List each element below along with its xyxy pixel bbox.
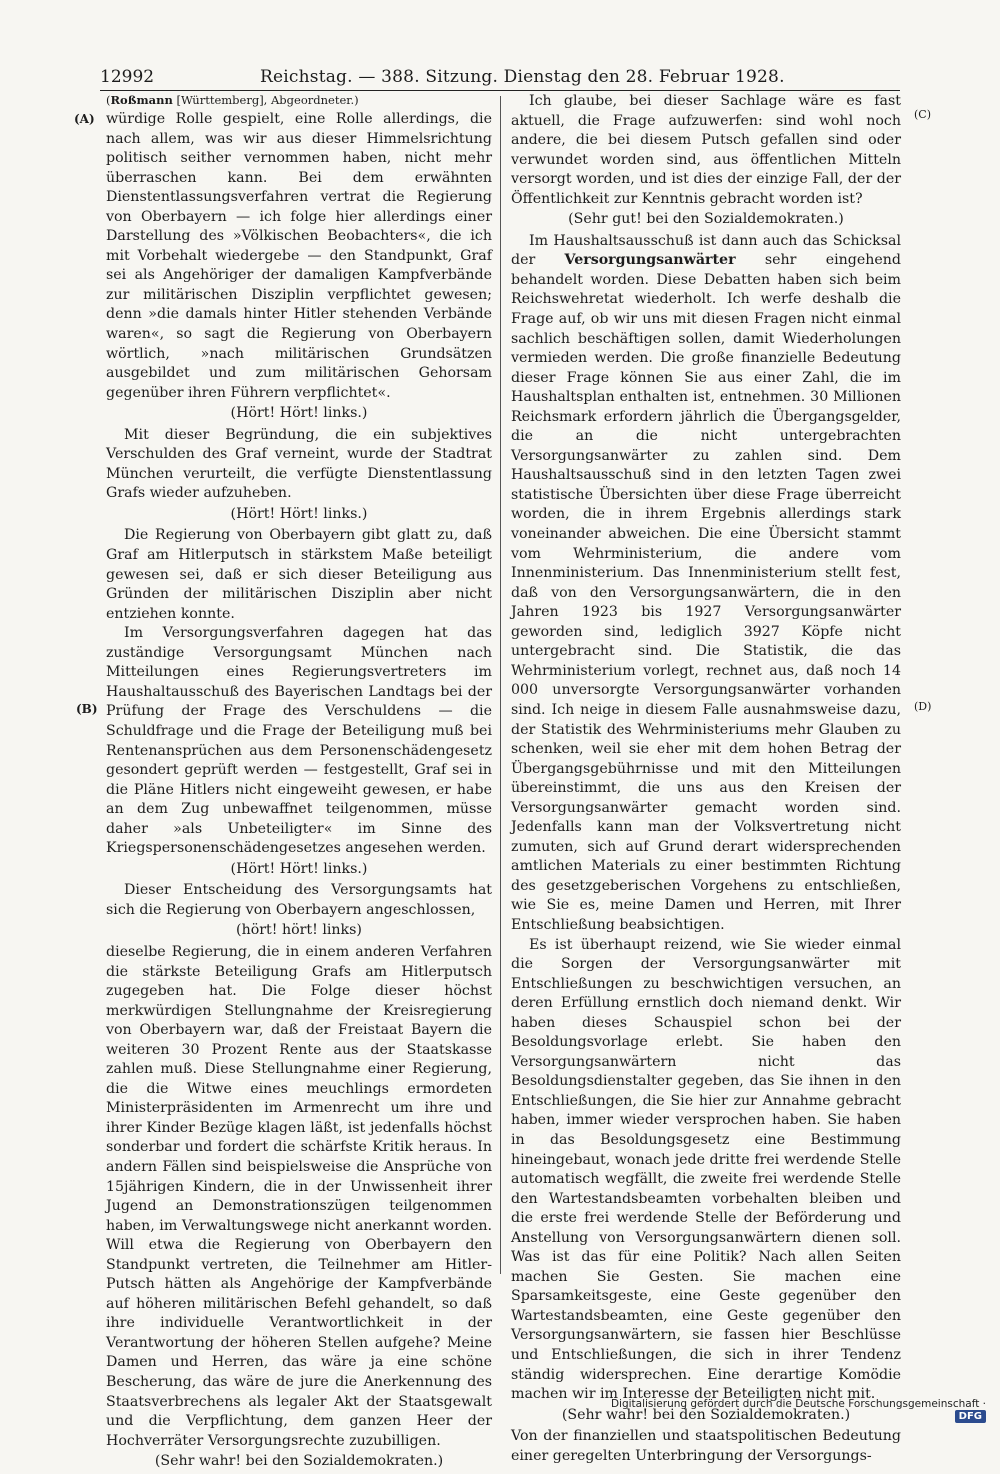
page-header (100, 64, 900, 91)
paragraph: Die Regierung von Oberbayern gibt glatt zu, daß Graf am Hitlerputsch in stärkstem Maße beteiligt gewesen sei, daß er sich dieser Beteiligung aus Gründen der militärischen Disziplin aber nicht entziehen konnte. (106, 527, 492, 622)
interjection: (Sehr wahr! bei den Sozialdemokraten.) (154, 1453, 444, 1470)
paragraph: Mit dieser Begründung, die ein subjektives Verschulden des Graf verneint, wurde der Stadtrat München verurteilt, die verfügte Dienstentlassung Grafs wieder aufzuheben. (106, 426, 492, 502)
paragraph: Dieser Entscheidung des Versorgungsamts hat sich die Regierung von Oberbayern angeschlossen, (106, 882, 492, 918)
speaker-details: [Württemberg], Abgeordneter.) (172, 93, 359, 107)
column-divider (500, 96, 501, 1274)
margin-marker-c: (C) (914, 108, 931, 121)
interjection: (Hört! Hört! links.) (230, 505, 368, 522)
speaker-line (106, 92, 492, 108)
paragraph: würdige Rolle gespielt, eine Rolle allerdings, die nach allem, was wir aus dieser Himmelsrichtung politisch seither vernommen haben, nicht mehr überraschen kann. Bei dem erwähnten Dienstentlassungsverfahren vertrat die Regierung von Oberbayern — ich folge hier allerdings einer Darstellung des »Völkischen Beobachters«, die ich mit Vorbehalt wiedergebe — den Standpunkt, Graf sei als Angehöriger der damaligen Kampfverbände zur militärischen Disziplin verpflichtet gewesen; denn »die damals hinter Hitler stehenden Verbände waren«, so sagt die Regierung von Oberbayern wörtlich, »nach militärischen Grundsätzen ausgebildet und zum militärischen Gehorsam gegenüber ihren Führern verpflichtet«. (106, 111, 492, 401)
speaker-name: Roßmann (110, 93, 173, 107)
interjection: (Hört! Hört! links.) (230, 405, 368, 422)
paragraph: Im Versorgungsverfahren dagegen hat das zuständige Versorgungsamt München nach Mitteilungen eines Regierungsvertreters im Haushaltausschuß des Bayerischen Landtags bei der Prüfung der Frage des Verschuldens — die Schuldfrage und die Frage der Beteiligung muß bei Rentenansprüchen aus dem Personenschädengesetz gesondert geprüft werden — festgestellt, Graf sei in die Pläne Hitlers nicht eingeweiht gewesen, er habe an dem Zug unbewaffnet teilgenommen, müsse daher »als Unbeteiligter« im Sinne des Kriegspersonenschädengesetzes angesehen werden. (106, 625, 492, 857)
paragraph-text: Im Haushaltsausschuß ist dann auch das Schicksal der (511, 232, 901, 269)
paragraph: Ich glaube, bei dieser Sachlage wäre es fast aktuell, die Frage aufzuwerfen: sind wohl noch andere, die bei diesem Putsch gefallen sind oder verwundet worden sind, aus öffentlichen Mitteln versorgt worden, und ist dies der einzige Fall, der der Öffentlichkeit zur Kenntnis gebracht worden ist? (511, 93, 901, 207)
interjection: (Sehr wahr! bei den Sozialdemokraten.) (561, 1406, 851, 1423)
footer-text: Digitalisierung gefördert durch die Deutsche Forschungsgemeinschaft · (610, 1398, 986, 1410)
margin-marker-d: (D) (914, 700, 932, 713)
paragraph (511, 232, 901, 936)
margin-marker-a: (A) (74, 112, 95, 126)
paragraph-text: sehr eingehend behandelt worden. Diese Debatten haben sich beim Reichswehretat wiederholt. Ich werfe deshalb die Frage auf, ob wir uns mit diesen Fragen nicht einmal sachlich beschäftigen sollen, damit Wiederholungen vermieden werden. Die große finanzielle Bedeutung dieser Frage können Sie aus einer Zahl, die im Haushaltsplan enthalten ist, entnehmen. 30 Millionen Reichsmark erfordern jährlich die Übergangsgelder, die an die nicht untergebrachten Versorgungsanwärter zu zahlen sind. Dem Haushaltsausschuß sind in den letzten Tagen zwei statistische Übersichten über diese Frage überreicht worden, die in ihrem Ergebnis allerdings stark voneinander abweichen. Die eine Übersicht stammt vom Wehrministerium, die andere vom Innenministerium. Das Innenministerium stellt fest, daß von den Versorgungsanwärtern, die in den Jahren 1923 bis 1927 Versorgungsanwärter geworden sind, lediglich 3927 Köpfe nicht untergebracht sind. Die Statistik, die das Wehrministerium vorlegt, rechnet aus, daß noch 14 000 unversorgte Versorgungsanwärter vorhanden sind. Ich neige in diesem Falle ausnahmsweise dazu, der Statistik des Wehrministeriums mehr Glauben zu schenken, weil sie eher mit dem hohen Betrag der Übergangsgebührnisse und mit den Mitteilungen übereinstimmt, die uns aus den Kreisen der Versorgungsanwärter gemacht worden sind. Jedenfalls kann man der Volksvertretung nicht zumuten, sich auf Grund derart widersprechenden amtlichen Materials zu einer bestimmten Richtung des gesetzgeberischen Vorgehens zu entschließen, wie Sie es, meine Damen und Herren, mit Ihrer Entschließung beabsichtigen. (511, 252, 901, 933)
right-column (511, 92, 901, 1466)
left-column (106, 92, 492, 1474)
page-number: 12992 (100, 67, 155, 87)
emphasized-term: Versorgungsanwärter (564, 252, 736, 269)
interjection: (Hört! Hört! links.) (230, 860, 368, 877)
interjection: (Sehr gut! bei den Sozialdemokraten.) (568, 211, 844, 228)
paragraph: Von der finanziellen und staatspolitischen Bedeutung einer geregelten Unterbringung der Versorgungs- (511, 1428, 901, 1464)
paragraph: dieselbe Regierung, die in einem anderen Verfahren die stärkste Beteiligung Grafs am Hitlerputsch zugegeben hat. Die Folge dieser höchst merkwürdigen Stellungnahme der Kreisregierung von Oberbayern war, daß der Freistaat Bayern die weiteren 30 Prozent Rente aus der Staatskasse zahlen muß. Diese Stellungnahme einer Regierung, die die Witwe eines meuchlings ermordeten Ministerpräsidenten im Armenrecht um ihre und ihrer Kinder Bezüge klagen läßt, ist jedenfalls höchst sonderbar und fordert die schärfste Kritik heraus. In andern Fällen sind beispielsweise die Ansprüche von 15jährigen Kindern, die in der Unwissenheit ihrer Jugend an Demonstrationszügen teilgenommen haben, im Verwaltungswege nicht anerkannt worden. Will etwa die Regierung von Oberbayern den Standpunkt vertreten, die Teilnehmer am Hitler-Putsch hätten als Angehörige der Kampfverbände auf höheren militärischen Befehl gehandelt, so daß ihre individuelle Verantwortlichkeit in der Verantwortung der höheren Stellen aufgehe? Meine Damen und Herren, das wäre ja eine schöne Bescherung, das wäre de jure die Anerkennung des Staatsverbrechens als legaler Akt der Staatsgewalt und die Verpflichtung, dem ganzen Heer der Hochverräter Versorgungsrechte zuzubilligen. (106, 943, 492, 1449)
speaker-open-paren: ( (106, 93, 111, 107)
interjection: (hört! hört! links) (236, 922, 362, 939)
margin-marker-b: (B) (76, 702, 98, 716)
running-title: Reichstag. — 388. Sitzung. Dienstag den 28. Februar 1928. (260, 67, 785, 87)
dfg-logo-icon: DFG (955, 1410, 986, 1423)
digitization-footer (606, 1398, 986, 1423)
paragraph: Es ist überhaupt reizend, wie Sie wieder einmal die Sorgen der Versorgungsanwärter mit Entschließungen zu beschwichtigen versuchen, an deren Erfüllung ernstlich doch niemand denkt. Wir haben dieses Schauspiel schon bei der Besoldungsvorlage erlebt. Sie haben den Versorgungsanwärtern nicht das Besoldungsdienstalter gegeben, das Sie ihnen in den Entschließungen, die Sie hier zur Annahme gebracht haben, immer wieder versprochen haben. Sie haben in das Besoldungsgesetz eine Bestimmung hineingebaut, wonach jede dritte frei werdende Stelle automatisch wegfällt, die zweite frei werdende Stelle den Wartestandsbeamten vorbehalten bleiben und die erste frei werdende Stelle der Beförderung und Anstellung von Versorgungsanwärtern dienen soll. Was ist das für eine Politik? Nach allen Seiten machen Sie Gesten. Sie machen eine Sparsamkeitsgeste, eine Geste gegenüber den Wartestandsbeamten, eine Geste gegenüber den Versorgungsanwärtern, sie fassen hier Beschlüsse und Entschließungen, die sich in ihrer Tendenz ständig widersprechen. Eine derartige Komödie machen wir im Interesse der Beteiligten nicht mit. (511, 936, 901, 1403)
